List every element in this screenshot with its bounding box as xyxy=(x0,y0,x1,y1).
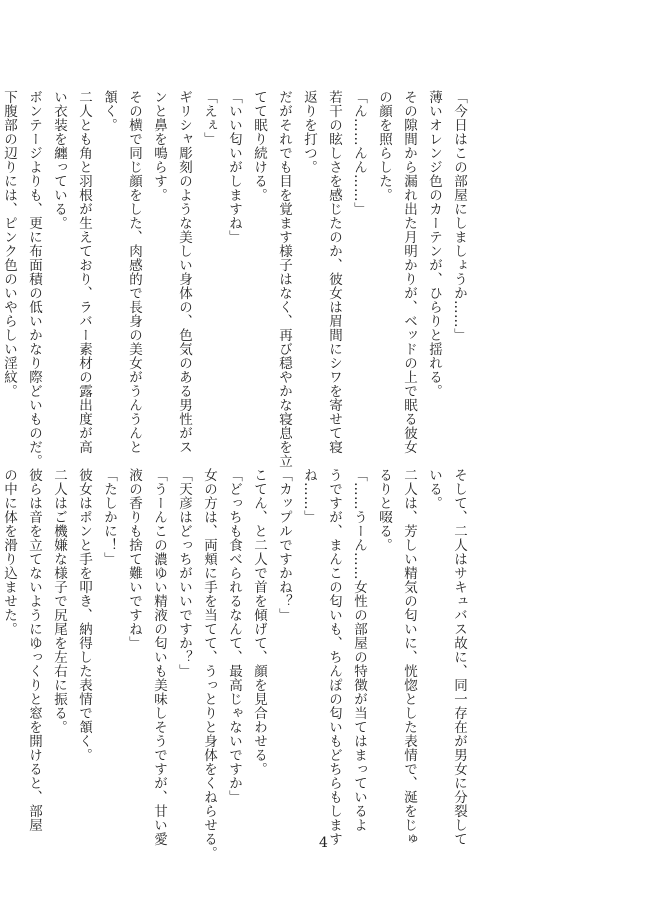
text-line: 液の香りも捨て難いですね」 xyxy=(126,468,142,650)
text-line: いる。 xyxy=(426,468,442,510)
text-line: 彼らは音を立てないようにゆっくりと窓を開けると、部屋 xyxy=(26,468,42,832)
text-block-lower xyxy=(1,468,471,860)
text-line: の中に体を滑り込ませた。 xyxy=(1,468,17,636)
text-line: い衣装を纏っている。 xyxy=(51,90,67,230)
text-line: てて眠り続ける。 xyxy=(251,90,267,202)
text-line: 「天彦はどっちがいいですか？」 xyxy=(176,468,192,678)
text-line: 「カップルですかね？」 xyxy=(276,468,292,622)
text-line: 薄いオレンジ色のカーテンが、ひらりと揺れる。 xyxy=(426,90,442,398)
text-line: 下腹部の辺りには、ピンク色のいやらしい淫紋。 xyxy=(1,90,17,398)
text-line: その隙間から漏れ出た月明かりが、ベッドの上で眠る彼女 xyxy=(401,90,417,454)
text-line: そして、二人はサキュバス故に、同一存在が男女に分裂して xyxy=(451,468,467,846)
text-line: 「今日はこの部屋にしましょうか……」 xyxy=(451,90,467,342)
text-line: 「……うーん……女性の部屋の特徴が当てはまっているよ xyxy=(351,468,367,832)
text-line: 「うーんこの濃ゆい精液の匂いも美味しそうですが、甘い愛 xyxy=(151,468,167,846)
text-line: だがそれでも目を覚ます様子はなく、再び穏やかな寝息を立 xyxy=(276,90,292,468)
text-line: 「どっちも食べられるなんて、最高じゃないですか」 xyxy=(226,468,242,804)
text-line: 「えぇ」 xyxy=(201,90,217,146)
text-line: ね……」 xyxy=(301,468,317,524)
text-line: の顔を照らした。 xyxy=(376,90,392,202)
text-line: うですが、まんこの匂いも、ちんぽの匂いもどちらもします xyxy=(326,468,342,846)
text-line: ギリシャ彫刻のような美しい身体の、色気のある男性がス xyxy=(176,90,192,454)
page-number: 4 xyxy=(319,835,328,851)
text-line: 「たしかに！」 xyxy=(101,468,117,566)
text-line: 返りを打つ。 xyxy=(301,90,317,174)
text-line: その横で同じ顔をした、肉感的で長身の美女がうんうんと xyxy=(126,90,142,454)
text-line: 若干の眩しさを感じたのか、彼女は眉間にシワを寄せて寝 xyxy=(326,90,342,454)
text-line: 「ん……んん……」 xyxy=(351,90,367,216)
text-line: るりと啜る。 xyxy=(376,468,392,552)
text-line: 二人はご機嫌な様子で尻尾を左右に振る。 xyxy=(51,468,67,734)
text-line: 二人とも角と羽根が生えており、ラバー素材の露出度が高 xyxy=(76,90,92,454)
text-block-upper xyxy=(1,90,471,468)
text-line: 彼女はポンと手を叩き、納得した表情で頷く。 xyxy=(76,468,92,762)
text-line: 二人は、芳しい精気の匂いに、恍惚とした表情で、涎をじゅ xyxy=(401,468,417,846)
text-line: ンと鼻を鳴らす。 xyxy=(151,90,167,202)
text-line: 頷く。 xyxy=(101,90,117,132)
text-line: 女の方は、両頬に手を当てて、うっとりと身体をくねらせる。 xyxy=(201,468,217,860)
text-line: ボンテージよりも、更に布面積の低いかなり際どいものだ。 xyxy=(26,90,42,468)
text-line: こてん、と二人で首を傾げて、顔を見合わせる。 xyxy=(251,468,267,776)
text-line: 「いい匂いがしますね」 xyxy=(226,90,242,244)
